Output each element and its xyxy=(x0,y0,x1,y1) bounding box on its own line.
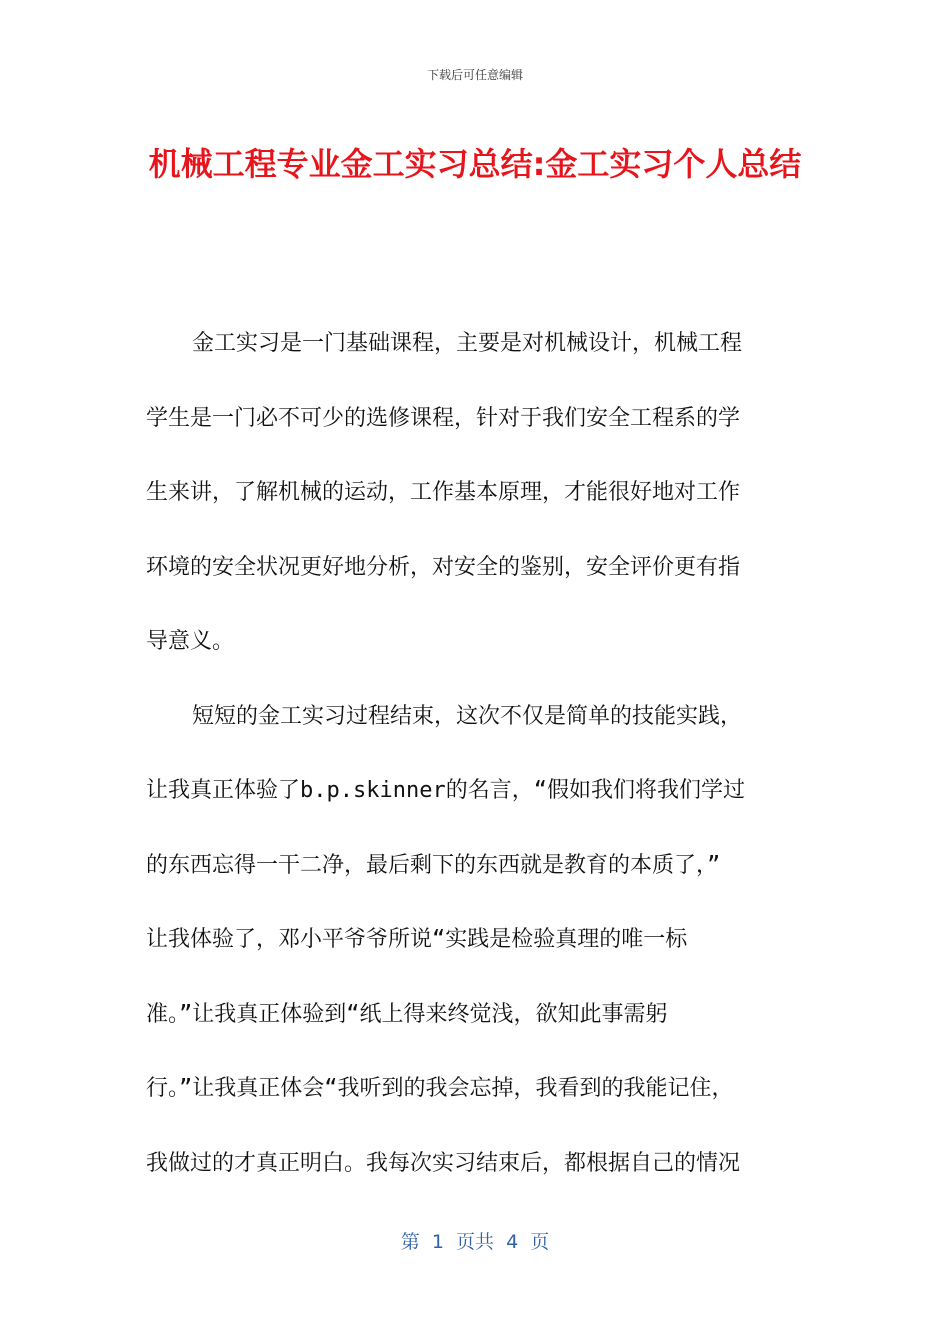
paragraph-line: 让我真正体验了b.p.skinner的名言，“假如我们将我们学过 xyxy=(146,778,745,803)
document-title: 机械工程专业金工实习总结:金工实习个人总结 xyxy=(148,145,802,183)
paragraph-line: 金工实习是一门基础课程，主要是对机械设计，机械工程 xyxy=(192,331,743,356)
paragraph-line: 让我体验了，邓小平爷爷所说“实践是检验真理的唯一标 xyxy=(146,927,688,952)
header-note: 下载后可任意编辑 xyxy=(426,68,523,82)
paragraph-line: 我做过的才真正明白。我每次实习结束后，都根据自己的情况 xyxy=(146,1150,741,1176)
paragraph-line: 生来讲，了解机械的运动，工作基本原理，才能很好地对工作 xyxy=(146,480,741,505)
page-number: 第 1 页共 4 页 xyxy=(400,1231,550,1253)
document-body xyxy=(146,318,816,1212)
paragraph-line: 学生是一门必不可少的选修课程，针对于我们安全工程系的学 xyxy=(146,405,741,431)
paragraph-line: 准。”让我真正体验到“纸上得来终觉浅，欲知此事需躬 xyxy=(146,1001,668,1027)
paragraph-line: 短短的金工实习过程结束，这次不仅是简单的技能实践， xyxy=(192,703,743,729)
paragraph-line: 环境的安全状况更好地分析，对安全的鉴别，安全评价更有指 xyxy=(146,554,741,580)
paragraph-line: 的东西忘得一干二净，最后剩下的东西就是教育的本质了，” xyxy=(146,852,721,878)
paragraph-line: 导意义。 xyxy=(146,629,235,654)
paragraph-line: 行。”让我真正体会“我听到的我会忘掉，我看到的我能记住， xyxy=(146,1076,734,1101)
